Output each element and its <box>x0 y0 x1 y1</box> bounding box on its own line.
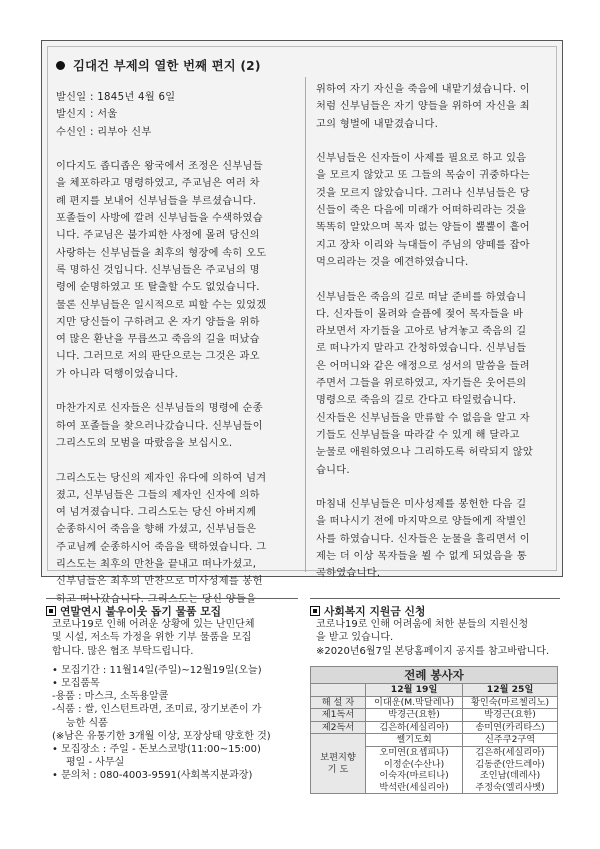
paragraph-gap <box>56 452 292 469</box>
letter-paragraph <box>316 289 552 479</box>
letter-line: 록 명하신 것입니다. 신부님들은 주교님의 명 <box>56 264 260 276</box>
letter-line: 주교님께 순종하시어 죽음을 택하였습니다. 그 <box>56 541 267 553</box>
letter-line: 주면서 그들을 위로하였고, 자기들은 웃어른의 <box>316 378 527 390</box>
notice-line: -식품 : 쌀, 인스턴트라면, 조미료, 장기보존이 가 <box>52 704 262 716</box>
letter-line: 로 떠나가지 말라고 간청하였습니다. 신부님들 <box>316 343 527 355</box>
roster-group: 쎌기도회 <box>366 734 463 747</box>
letter-line: 고의 형벌에 내맡겼습니다. <box>316 118 439 130</box>
roster-date-1: 12월 19일 <box>366 684 463 697</box>
notice-line: 능한 식품 <box>66 717 108 729</box>
letter-inner-border <box>47 46 557 605</box>
letter-line: 것을 모르지 않았습니다. 그러나 신부님들은 당 <box>316 187 530 199</box>
recipient: 수신인 : 리부아 신부 <box>56 126 152 138</box>
notice-line: • 모집기간 : 11월14일(주일)~12월19일(오늘) <box>52 664 262 676</box>
letter-line: 여 넘겨졌습니다. 그리스도는 당신 아버지께 <box>56 507 257 519</box>
letter-line: 그리스도의 모범을 따랐음을 보십시오. <box>56 437 233 449</box>
notice-line: 코로나19로 인해 어려움에 처한 분들의 지원신청 <box>316 619 529 631</box>
letter-left-column <box>56 55 292 608</box>
sent-date: 발신일 : 1845년 4월 6일 <box>56 92 176 103</box>
roster-cell: 김은하(세실리아) <box>366 721 463 734</box>
letter-paragraph <box>56 400 292 452</box>
roster-prayer-list-1: 오미연(요셉피나) 이정순(수산나) 이숙자(마르티나) 박석란(세실리아) <box>366 746 463 793</box>
letter-line: 마침내 신부님들은 미사성제를 봉헌한 다음 길 <box>316 499 527 511</box>
letter-line: 기들도 신부님들을 따라갈 수 있게 해 달라고 <box>316 429 520 441</box>
letter-line: 곡하였습니다. <box>316 568 381 580</box>
paragraph-gap <box>316 479 552 496</box>
letter-right-column <box>316 81 552 583</box>
column-divider <box>305 77 306 572</box>
donation-intro <box>46 618 298 658</box>
letter-line: 을 떠나시기 전에 마지막으로 양들에게 작별인 <box>316 516 527 528</box>
paragraph-gap <box>316 133 552 150</box>
letter-line: 먹으리라는 것을 예견하였습니다. <box>316 256 469 268</box>
donation-title: 연말연시 불우이웃 돕기 물품 모집 <box>46 598 298 618</box>
letter-line: 졌고, 신부님들은 그들의 제자인 신자에 의하 <box>56 489 260 501</box>
donation-notice <box>46 598 298 783</box>
letter-line: 지고 장차 이리와 늑대들이 주님의 양떼를 잡아 <box>316 239 530 251</box>
letter-box <box>41 40 563 605</box>
donation-details <box>46 664 298 783</box>
letter-line: 은 어머니와 같은 애정으로 성서의 말씀을 들려 <box>316 360 530 372</box>
letter-line: 신부님들은 최후의 만찬으로 미사성제를 봉헌 <box>56 576 263 588</box>
letter-line: 리스도는 최후의 만찬을 끝내고 떠나가셨고, <box>56 559 257 571</box>
welfare-details <box>310 618 560 658</box>
letter-line: 라보면서 자기들을 고아로 남겨놓고 죽음의 길 <box>316 326 527 338</box>
square-bullet-icon <box>310 606 320 616</box>
roster-prayer-label: 보편지향 기 도 <box>311 734 366 794</box>
notice-line: • 모집품목 <box>52 678 100 690</box>
letter-line: 령에 순명하였고 또 탈출할 수도 없었습니다. <box>56 282 260 294</box>
notice-line: • 모집장소 : 주일 - 돈보스코방(11:00~15:00) <box>52 744 261 756</box>
letter-line: 포졸들이 사방에 깔려 신부님들을 수색하였습 <box>56 213 263 225</box>
letter-line: 사를 하였습니다. 신자들은 눈물을 흘리면서 이 <box>316 533 530 545</box>
letter-line: 하여 포졸들을 찾으러나갔습니다. 신부님들이 <box>56 420 263 432</box>
notice-line: (※남은 유통기한 3개월 이상, 포장상태 양호한 것) <box>52 730 271 742</box>
roster-prayer-list-2: 김은하(세실리아) 김동준(안드레아) 조인남(데레사) 주정숙(엘리사벳) <box>463 746 558 793</box>
letter-line: 례 편지를 보내어 신부님들을 부르셨습니다. <box>56 195 257 207</box>
letter-line: 가 아니라 덕행이었습니다. <box>56 368 179 380</box>
roster-corner <box>311 684 366 697</box>
notice-line: ※2020년6월7일 본당홈페이지 공지를 참고바랍니다. <box>316 645 550 657</box>
letter-line: 사랑하는 신부님들을 최후의 형장에 속히 오도 <box>56 247 267 259</box>
welfare-notice <box>310 598 560 658</box>
welfare-title: 사회복지 지원금 신청 <box>310 598 560 618</box>
letter-paragraph <box>316 81 552 133</box>
letter-line: 위하여 자기 자신을 죽음에 내맡기셨습니다. 이 <box>316 84 530 95</box>
notice-line: • 문의처 : 080-4003-9591(사회복지분과장) <box>52 770 253 782</box>
letter-line: 을 모르지 않았고 또 그들의 목숨이 귀중하다는 <box>316 170 530 182</box>
roster-group: 신주쿠2구역 <box>463 734 558 747</box>
letter-line: 제는 더 이상 목자들을 뵐 수 없게 되었음을 통 <box>316 551 527 563</box>
roster-title: 전례 봉사자 <box>311 667 558 684</box>
letter-line: 신들이 죽은 다음에 미래가 어떠하리라는 것을 <box>316 205 527 217</box>
letter-title: 김대건 부제의 열한 번째 편지 (2) <box>56 56 261 74</box>
roster-role: 해 설 자 <box>311 696 366 709</box>
letter-line: 눈물로 애원하였으나 그리하도록 허락되지 않았 <box>316 447 533 459</box>
letter-line: 신부님들은 죽음의 길로 떠날 준비를 하였습니 <box>316 291 527 303</box>
sender-place: 발신지 : 서울 <box>56 109 118 121</box>
notice-line: 평일 - 사무실 <box>66 757 125 769</box>
square-bullet-icon <box>46 606 56 616</box>
paragraph-gap <box>316 271 552 288</box>
notice-line: -용품 : 마스크, 소독용알콜 <box>52 691 169 703</box>
letter-line: 마찬가지로 신자들은 신부님들의 명령에 순종 <box>56 403 263 415</box>
roster-date-2: 12월 25일 <box>463 684 558 697</box>
roster-role: 제2독서 <box>311 721 366 734</box>
letter-line: 물론 신부님들은 일시적으로 피할 수는 있었겠 <box>56 299 267 311</box>
letter-paragraph <box>56 470 292 608</box>
roster-cell: 송미연(카리타스) <box>463 721 558 734</box>
letter-line: 지만 당신들이 구하려고 온 자기 양들을 위하 <box>56 316 260 328</box>
letter-paragraph <box>316 150 552 271</box>
letter-line: 이다지도 좁디좁은 왕국에서 조정은 신부님들 <box>56 161 263 173</box>
notice-line: 합니다. 많은 협조 부탁드립니다. <box>52 645 194 657</box>
paragraph-gap <box>56 383 292 400</box>
liturgy-roster-table <box>310 666 558 794</box>
roster-cell: 이대운(M.막달레나) <box>366 696 463 709</box>
letter-line: 순종하시어 죽음을 향해 가셨고, 신부님들은 <box>56 524 257 536</box>
letter-line: 처럼 신부님들은 자기 양들을 위하여 자신을 최 <box>316 101 530 113</box>
roster-cell: 박경근(요한) <box>463 709 558 722</box>
letter-line: 신자들은 신부님들을 만류할 수 없음을 알고 자 <box>316 412 530 424</box>
roster-cell: 황인숙(마르첼리노) <box>463 696 558 709</box>
roster-cell: 박경근(요한) <box>366 709 463 722</box>
letter-line: 신부님들은 신자들이 사제를 필요로 하고 있음 <box>316 153 527 165</box>
letter-line: 을 체포하라고 명령하였고, 주교님은 여러 차 <box>56 178 260 190</box>
letter-paragraph <box>316 496 552 582</box>
letter-line: 니다. 그러므로 저의 판단으로는 그것은 과오 <box>56 351 260 363</box>
letter-line: 명령으로 죽음의 길로 간다고 타일렀습니다. <box>316 395 517 407</box>
letter-line: 다. 신자들이 몰려와 슬픔에 젖어 목자들을 바 <box>316 308 524 320</box>
letter-line: 그리스도는 당신의 제자인 유다에 의하여 넘겨 <box>56 472 267 484</box>
letter-paragraph <box>56 158 292 383</box>
letter-line: 똑똑히 알았으며 목자 없는 양들이 뿔뿔이 흩어 <box>316 222 530 234</box>
letter-line: 니다. 주교님은 불가피한 사정에 몰려 당신의 <box>56 230 260 242</box>
roster-role: 제1독서 <box>311 709 366 722</box>
letter-line: 여 많은 환난을 무릅쓰고 죽음의 길을 떠났습 <box>56 334 260 346</box>
notice-line: 및 시설, 저소득 가정을 위한 기부 물품을 모집 <box>52 632 252 644</box>
letter-line: 하고 떠나갔습니다. 그리스도는 당신 양들을 <box>56 593 257 605</box>
notice-line: 을 받고 있습니다. <box>316 632 394 644</box>
letter-line: 습니다. <box>316 464 350 476</box>
paragraph-gap <box>56 141 292 158</box>
notice-line: 코로나19로 인해 어려운 상황에 있는 난민단체 <box>52 619 255 631</box>
